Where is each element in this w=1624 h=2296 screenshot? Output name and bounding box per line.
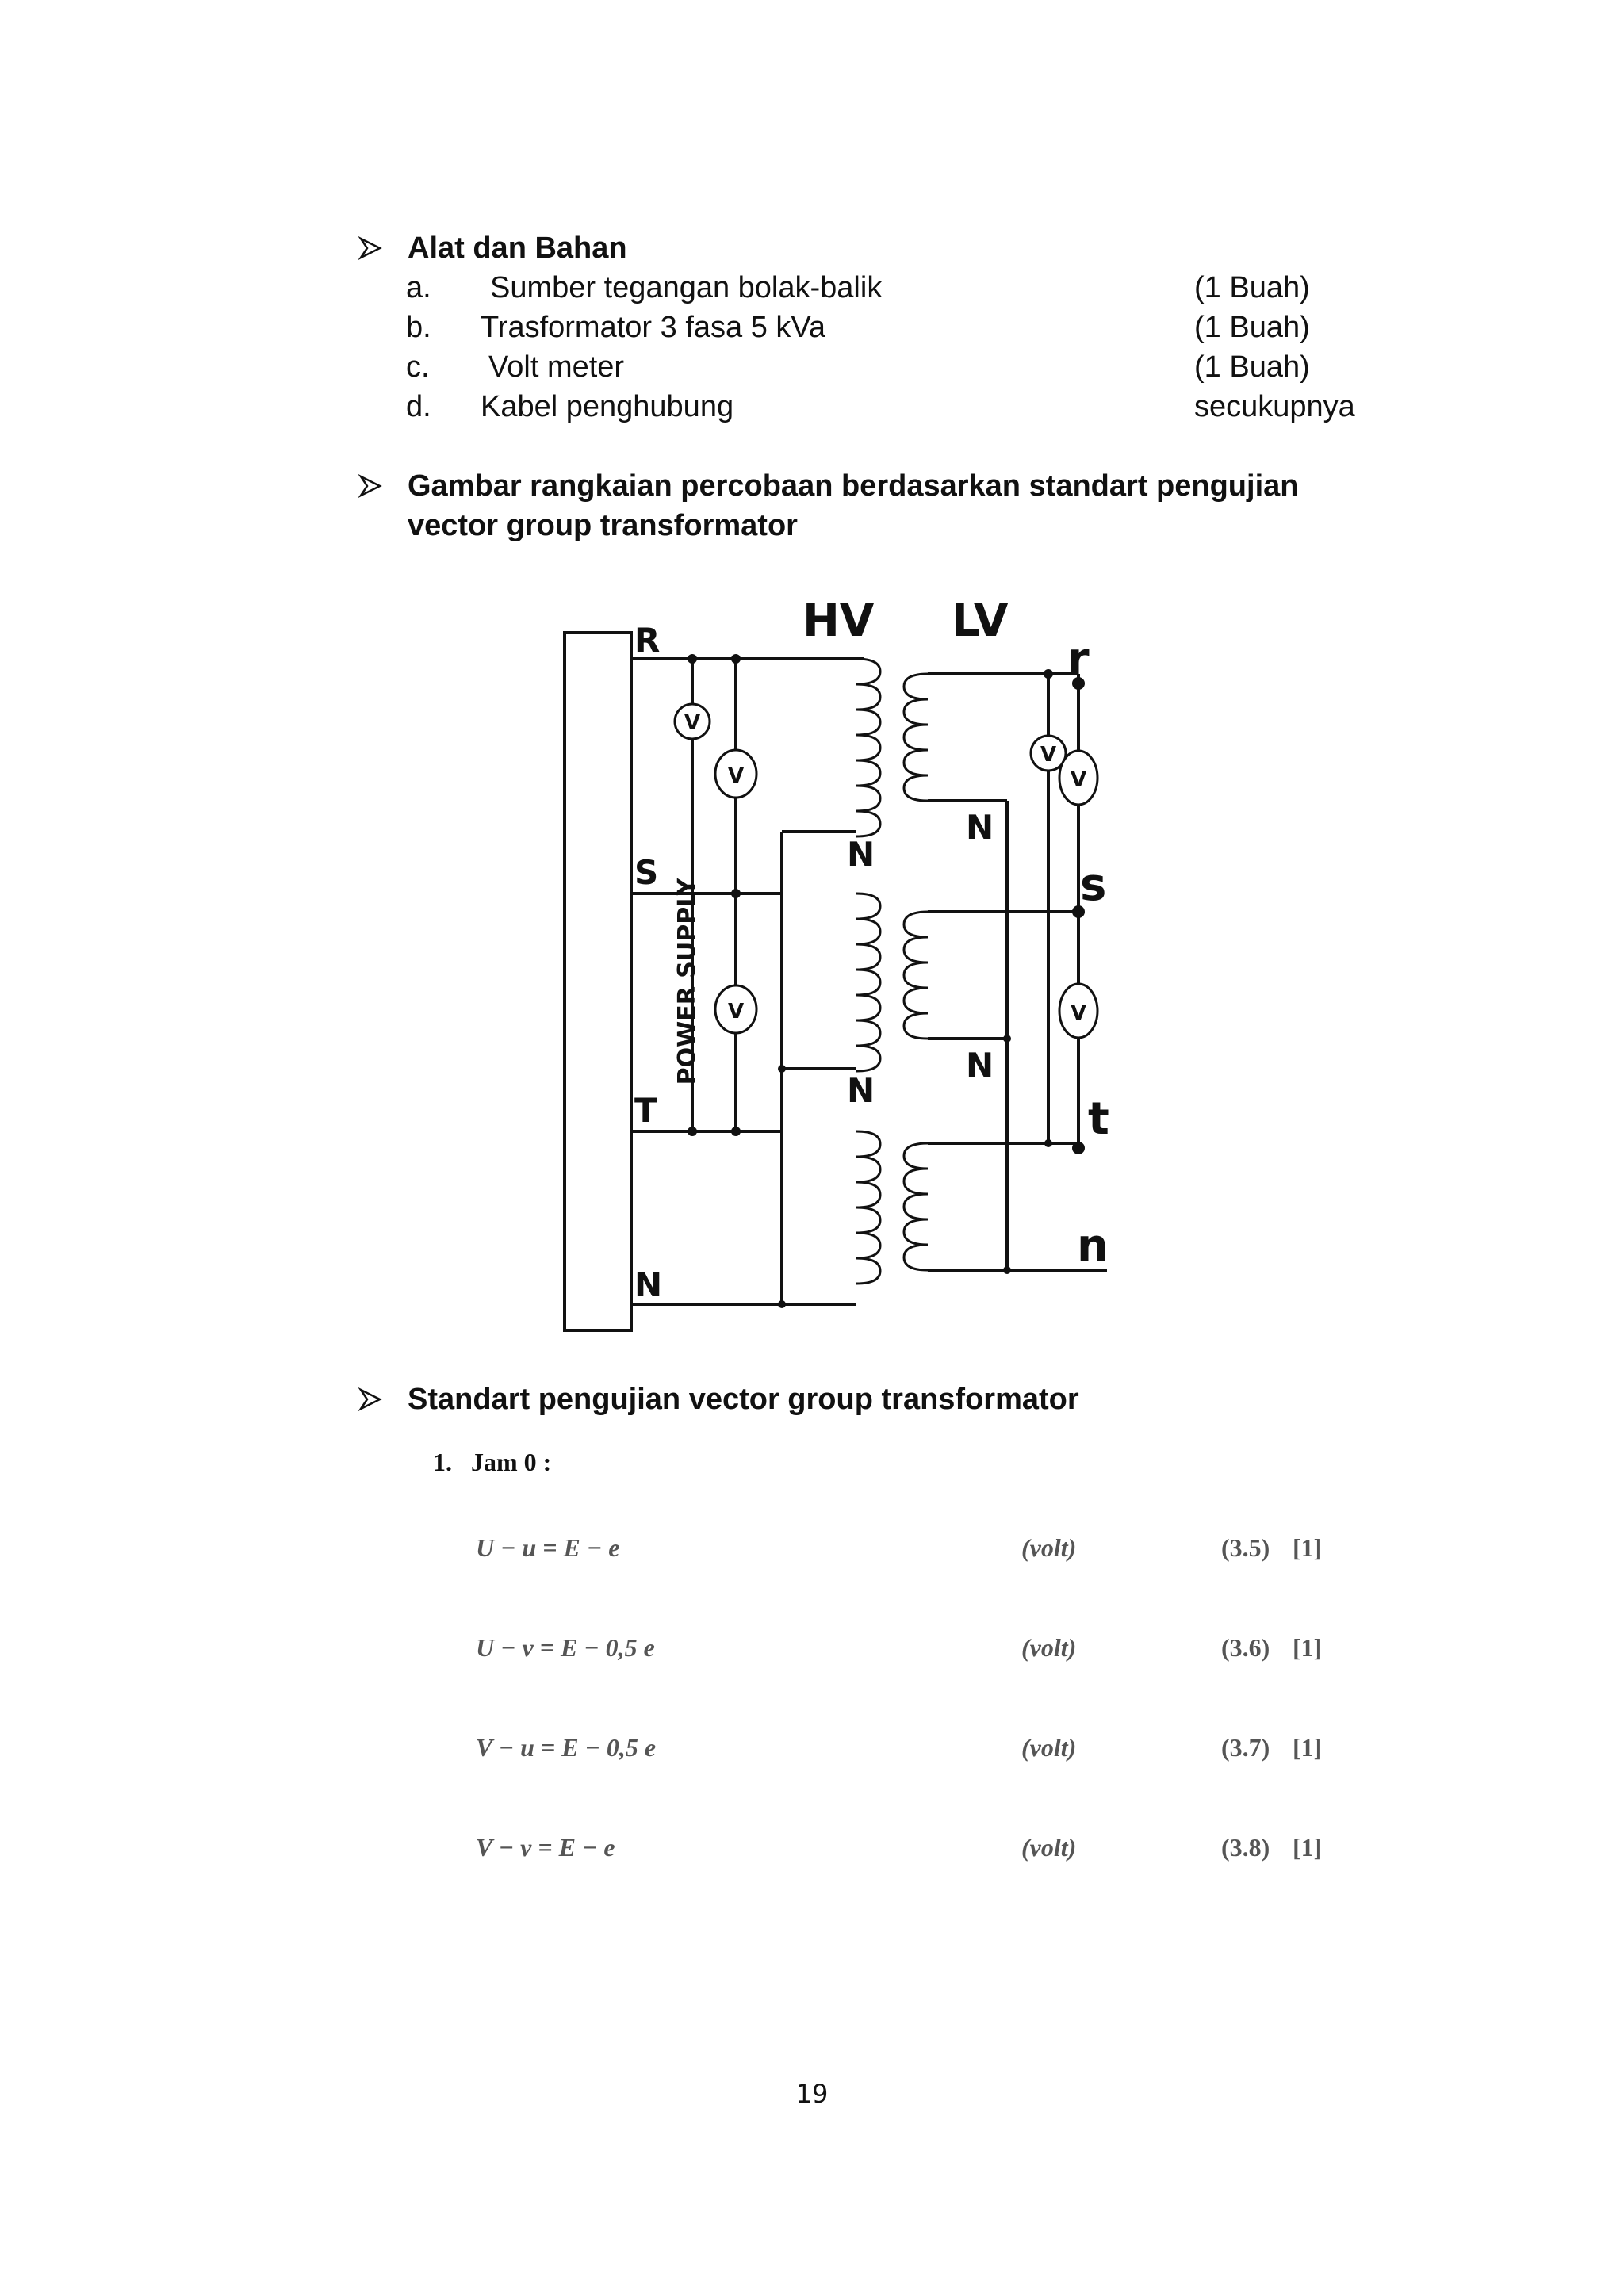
equation-unit: (volt) [1021, 1533, 1077, 1562]
item-letter: b. [406, 311, 431, 344]
equation-number: (3.5) [1221, 1533, 1270, 1562]
equation-number: (3.6) [1221, 1633, 1270, 1662]
equation-lhs: V − u = E − 0,5 e [476, 1733, 657, 1762]
hv-neutral-label: N [847, 835, 875, 874]
terminal-n: n [1077, 1220, 1109, 1272]
terminal-s: s [1080, 859, 1107, 911]
lv-neutral-label: N [966, 1046, 994, 1085]
lv-neutral-label: N [966, 808, 994, 847]
equation-lhs: U − v = E − 0,5 e [476, 1633, 655, 1662]
equation-unit: (volt) [1021, 1733, 1077, 1762]
hv-label: HV [802, 595, 875, 647]
section-title-tools: Alat dan Bahan [408, 232, 627, 265]
item-text: Trasformator 3 fasa 5 kVa [481, 311, 826, 344]
equation-lhs: V − v = E − e [476, 1833, 615, 1862]
bullet-arrow-icon [358, 1387, 382, 1411]
meter-label: V [1070, 768, 1087, 792]
item-letter: d. [406, 390, 431, 423]
equation-lhs: U − u = E − e [476, 1533, 620, 1562]
section-title-circuit-line1: Gambar rangkaian percobaan berdasarkan standart pengujian [408, 469, 1299, 503]
page-number: 19 [795, 2079, 829, 2109]
terminal-S: S [634, 853, 659, 892]
item-qty: (1 Buah) [1194, 311, 1310, 344]
equation-ref: [1] [1293, 1633, 1323, 1662]
hv-neutral-label: N [847, 1071, 875, 1110]
equation-number: (3.8) [1221, 1833, 1270, 1862]
hv-winding-1 [856, 659, 880, 836]
meter-label: V [1070, 1001, 1087, 1025]
terminal-N: N [634, 1265, 663, 1304]
meter-label: V [684, 711, 701, 735]
terminal-r: r [1067, 633, 1090, 685]
terminal-T: T [634, 1091, 657, 1130]
meter-label: V [727, 1000, 745, 1024]
meter-label: V [727, 764, 745, 788]
equation-unit: (volt) [1021, 1633, 1077, 1662]
subheading-jam: 1. Jam 0 : [433, 1448, 552, 1476]
item-qty: (1 Buah) [1194, 350, 1310, 384]
item-letter: a. [406, 271, 431, 304]
bullet-arrow-icon [358, 236, 382, 260]
meter-label: V [1040, 743, 1057, 767]
voltmeter-icon [675, 704, 1097, 1038]
bullet-arrow-icon [358, 474, 382, 498]
hv-winding-2 [856, 894, 880, 1071]
equation-number: (3.7) [1221, 1733, 1270, 1762]
hv-winding-3 [856, 1131, 880, 1284]
terminal-t: t [1088, 1093, 1109, 1145]
equation-unit: (volt) [1021, 1833, 1077, 1862]
power-supply-box [565, 633, 631, 1330]
item-qty: secukupnya [1194, 390, 1355, 423]
power-supply-label: POWER SUPPLY [673, 878, 701, 1085]
lv-winding-1 [904, 674, 928, 801]
terminal-R: R [634, 621, 661, 660]
section-title-circuit-line2: vector group transformator [408, 509, 798, 542]
section-title-standard: Standart pengujian vector group transformator [408, 1383, 1079, 1416]
lv-label: LV [952, 595, 1009, 647]
item-letter: c. [406, 350, 430, 384]
item-qty: (1 Buah) [1194, 271, 1310, 304]
equation-ref: [1] [1293, 1533, 1323, 1562]
item-text: Volt meter [488, 350, 625, 384]
equation-ref: [1] [1293, 1733, 1323, 1762]
item-text: Sumber tegangan bolak-balik [490, 271, 883, 304]
equation-ref: [1] [1293, 1833, 1323, 1862]
circuit-diagram [547, 587, 1126, 1340]
lv-winding-3 [904, 1143, 928, 1270]
item-text: Kabel penghubung [481, 390, 734, 423]
lv-winding-2 [904, 912, 928, 1039]
